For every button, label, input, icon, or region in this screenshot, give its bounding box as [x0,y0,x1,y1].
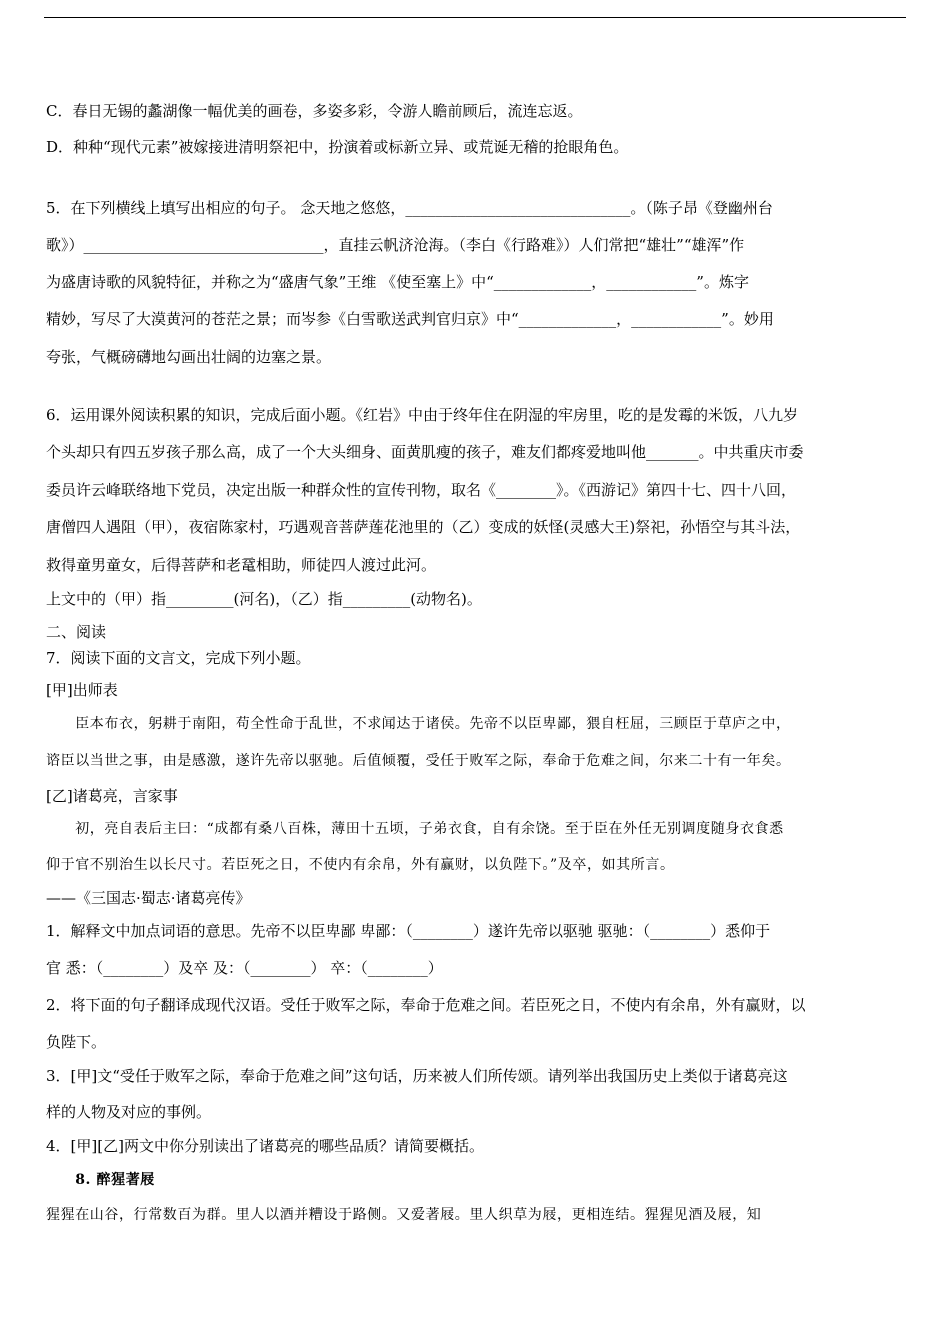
text-b-line-2: 仰于官不别治生以长尺寸。若臣死之日，不使内有余帛，外有赢财，以负陛下。”及卒，如其所言。 [46,857,675,873]
header-rule [44,17,906,18]
q6-line-4: 唐僧四人遇阻（甲），夜宿陈家村，巧遇观音菩萨莲花池里的（乙）变成的妖怪(灵感大王)祭祀，孙悟空与其斗法， [46,518,801,536]
subq-2-line-2: 负陛下。 [46,1033,107,1051]
q5-line-3: 为盛唐诗歌的风貌特征，并称之为“盛唐气象”王维 《使至塞上》中“_____________，____________”。炼字 [46,273,749,291]
text-a-line-1: 臣本布衣，躬耕于南阳，苟全性命于乱世，不求闻达于诸侯。先帝不以臣卑鄙，猥自枉屈，三顾臣于草庐之中， [46,716,791,732]
q5-line-1: 5．在下列横线上填写出相应的句子。 念天地之悠悠，______________________________。（陈子昂《登幽州台 [46,199,773,217]
q6-line-5: 救得童男童女，后得菩萨和老鼋相助，师徒四人渡过此河。 [46,556,437,574]
q6-line-3: 委员许云峰联络地下党员，决定出版一种群众性的宣传刊物，取名《________》。《西游记》第四十七、四十八回， [46,481,797,499]
q8-text-line-1: 猩猩在山谷，行常数百为群。里人以酒并糟设于路侧。又爱著屐。里人织草为屐，更相连结。猩猩见酒及屐，知 [46,1207,762,1223]
subq-1-line-2: 官 悉：（________）及卒 及：（________） 卒：（________） [46,959,443,977]
text-a-title: [甲]出师表 [46,681,118,699]
subq-3-line-2: 样的人物及对应的事例。 [46,1103,212,1121]
section-title: 二、阅读 [46,623,107,641]
q6-fill-line: 上文中的（甲）指_________(河名)，（乙）指_________(动物名)。 [46,590,482,608]
q6-line-2: 个头却只有四五岁孩子那么高，成了一个大头细身、面黄肌瘦的孩子，难友们都疼爱地叫他_______。中共重庆市委 [46,443,804,461]
text-b-title: [乙]诸葛亮，言家事 [46,787,178,805]
q5-line-2: 歌》）________________________________，直挂云帆济沧海。（李白《行路难》）人们常把“雄壮”“雄浑”作 [46,236,745,254]
q5-line-4: 精妙，写尽了大漠黄河的苍茫之景；而岑参《白雪歌送武判官归京》中“_____________，____________”。妙用 [46,310,774,328]
text-a-line-2: 谘臣以当世之事，由是感激，遂许先帝以驱驰。后值倾覆，受任于败军之际，奉命于危难之间，尔来二十有一年矣。 [46,753,791,769]
subq-1-line-1: 1．解释文中加点词语的意思。先帝不以臣卑鄙 卑鄙：（________）遂许先帝以驱驰 驱驰：（________）悉仰于 [46,922,771,940]
subq-4: 4．[甲][乙]两文中你分别读出了诸葛亮的哪些品质？请简要概括。 [46,1137,484,1155]
text-b-source: ——《三国志·蜀志·诸葛亮传》 [46,889,251,907]
q8-title: 8. 醉猩著屐 [46,1172,155,1188]
option-d: D．种种“现代元素”被嫁接进清明祭祀中，扮演着或标新立异、或荒诞无稽的抢眼角色。 [46,138,629,156]
subq-2-line-1: 2．将下面的句子翻译成现代汉语。受任于败军之际，奉命于危难之间。若臣死之日，不使内有余帛，外有赢财，以 [46,996,806,1014]
q5-line-5: 夸张，气概磅礴地勾画出壮阔的边塞之景。 [46,348,332,366]
q6-line-1: 6．运用课外阅读积累的知识，完成后面小题。《红岩》中由于终年住在阴湿的牢房里，吃的是发霉的米饭，八九岁 [46,406,799,424]
q7-intro: 7．阅读下面的文言文，完成下列小题。 [46,649,311,667]
option-c: C．春日无锡的蠡湖像一幅优美的画卷，多姿多彩，令游人瞻前顾后，流连忘返。 [46,102,583,120]
text-b-line-1: 初，亮自表后主曰：“成都有桑八百株，薄田十五顷，子弟衣食，自有余饶。至于臣在外任无别调度随身衣食悉 [46,821,784,837]
subq-3-line-1: 3．[甲]文“受任于败军之际，奉命于危难之间”这句话，历来被人们所传颂。请列举出我国历史上类似于诸葛亮这 [46,1067,788,1085]
